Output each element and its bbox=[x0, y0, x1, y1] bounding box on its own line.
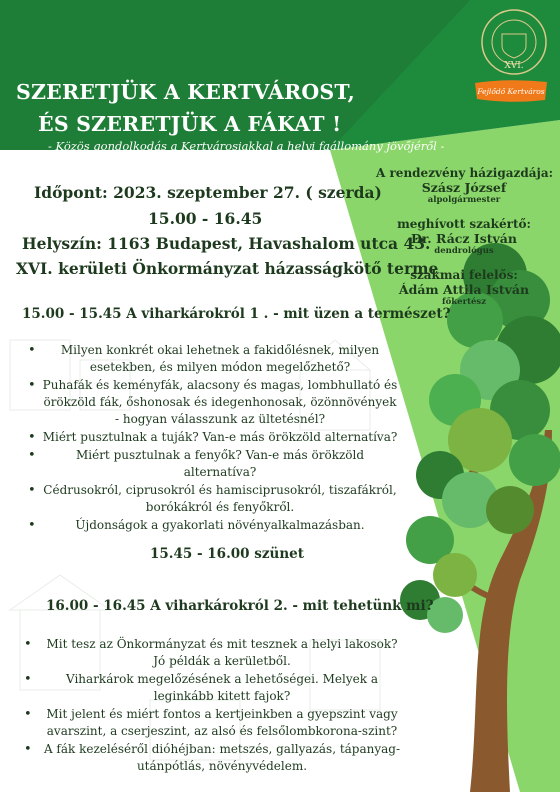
list-item: • Milyen konkrét okai lehetnek a fakidőlésnek, milyen esetekben, és milyen módon megelőzhető? bbox=[30, 342, 410, 376]
list-item: • Miért pusztulnak a tuják? Van-e más örökzöld alternatíva? bbox=[30, 429, 410, 446]
break-time: 15.45 - 16.00 szünet bbox=[150, 546, 304, 562]
responsible-label: szakmai felelős: bbox=[410, 268, 518, 282]
title-line-2: ÉS SZERETJÜK A FÁKAT ! bbox=[38, 112, 342, 136]
list-item: • Miért pusztulnak a fenyők? Van-e más örökzöld alternatíva? bbox=[30, 447, 410, 481]
session-2-list bbox=[26, 636, 418, 776]
expert-name: Dr. Rácz István bbox=[411, 231, 517, 246]
fejlodo-kertvaros-badge bbox=[473, 78, 549, 104]
event-venue: XVI. kerületi Önkormányzat házasságkötő terme bbox=[16, 259, 439, 278]
list-item: • Viharkárok megelőzésének a lehetőségei. Melyek a leginkább kitett fajok? bbox=[26, 671, 418, 705]
session-1-heading: 15.00 - 15.45 A viharkárokról 1 . - mit üzen a természet? bbox=[22, 306, 451, 322]
list-item: • Mit jelent és miért fontos a kertjeinkben a gyepszint vagy avarszint, a cserjeszint, az alsó és felsőlombkorona-szint? bbox=[26, 706, 418, 740]
badge-text: Fejlődő Kertváros bbox=[477, 87, 545, 96]
event-place: Helyszín: 1163 Budapest, Havashalom utca 43. bbox=[22, 234, 431, 253]
list-item: • Mit tesz az Önkormányzat és mit tesznek a helyi lakosok? Jó példák a kerületből. bbox=[26, 636, 418, 670]
event-date: Időpont: 2023. szeptember 27. ( szerda) bbox=[34, 183, 382, 202]
session-1-list bbox=[30, 342, 410, 535]
district-seal-logo bbox=[480, 8, 548, 76]
event-time: 15.00 - 16.45 bbox=[148, 209, 263, 228]
list-item: • Újdonságok a gyakorlati növényalkalmazásban. bbox=[30, 517, 410, 534]
host-label: A rendezvény házigazdája: bbox=[376, 166, 554, 180]
list-item: • Puhafák és keményfák, alacsony és magas, lombhullató és örökzöld fák, őshonosak és idegenhonosak, özönnövények - hogyan válasszunk az ültetésnél? bbox=[30, 377, 410, 428]
seal-text: XVI. bbox=[504, 61, 524, 71]
title-line-1: SZERETJÜK A KERTVÁROST, bbox=[16, 80, 355, 104]
session-2-heading: 16.00 - 16.45 A viharkárokról 2. - mit tehetünk mi? bbox=[46, 598, 434, 614]
host-role: alpolgármester bbox=[427, 195, 501, 205]
expert-role: dendrológus bbox=[434, 246, 494, 256]
host-name: Szász József bbox=[421, 180, 507, 195]
organizers bbox=[376, 166, 552, 307]
list-item: • Cédrusokról, ciprusokról és hamisciprusokról, tiszafákról, borókákról és fenyőkről. bbox=[30, 482, 410, 516]
expert-label: meghívott szakértő: bbox=[397, 217, 531, 231]
responsible-name: Ádám Attila István bbox=[398, 282, 530, 297]
subtitle: - Közös gondolkodás a Kertvárosiakkal a helyi faállomány jövőjéről - bbox=[48, 139, 445, 153]
responsible-role: főkertész bbox=[441, 297, 487, 307]
list-item: • A fák kezeléséről dióhéjban: metszés, gallyazás, tápanyag- utánpótlás, növényvédelem. bbox=[26, 741, 418, 775]
